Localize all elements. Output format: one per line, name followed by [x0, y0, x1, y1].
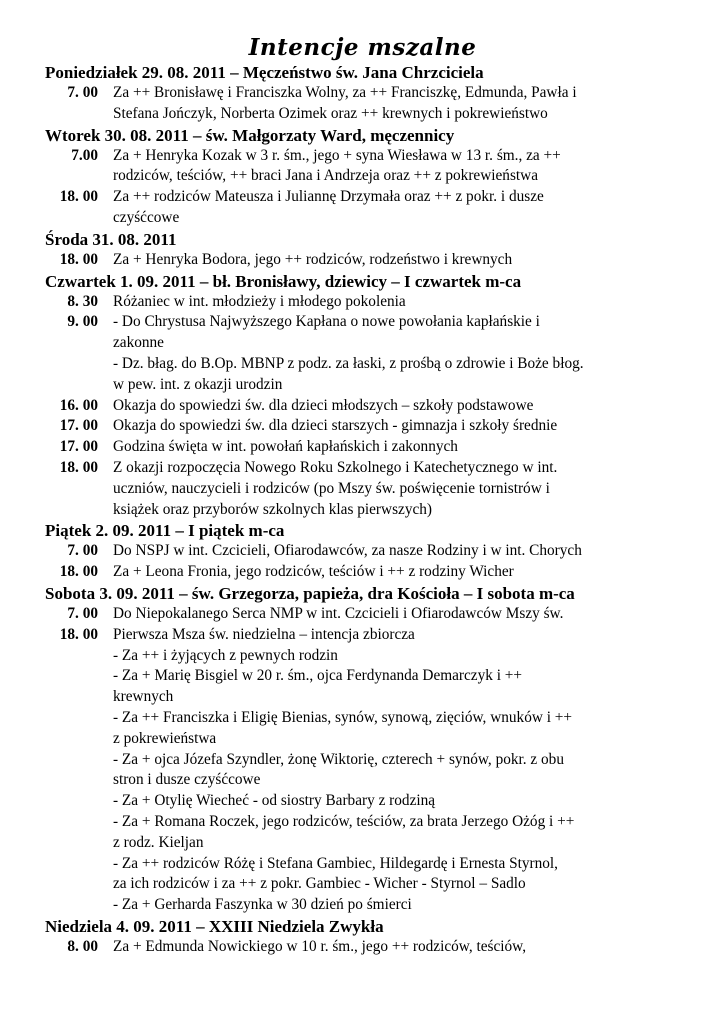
- intention-line: - Za + Marię Bisgiel w 20 r. śm., ojca Ferdynanda Demarczyk i ++: [113, 667, 523, 685]
- intention-entry: [0, 83, 725, 125]
- day-heading: Piątek 2. 09. 2011 – I piątek m-ca: [45, 521, 285, 541]
- intention-line: Różaniec w int. młodzieży i młodego pokolenia: [113, 292, 406, 310]
- intention-line: Do Niepokalanego Serca NMP w int. Czcicieli i Ofiarodawców Mszy św.: [113, 604, 564, 622]
- day-heading: Niedziela 4. 09. 2011 – XXIII Niedziela Zwykła: [45, 916, 384, 936]
- day-heading: Sobota 3. 09. 2011 – św. Grzegorza, papieża, dra Kościoła – I sobota m-ca: [45, 583, 575, 603]
- mass-time: 8. 30: [67, 292, 98, 310]
- intention-entry: [0, 416, 725, 437]
- intention-line: rodziców, teściów, ++ braci Jana i Andrzeja oraz ++ z pokrewieństwa: [113, 167, 538, 185]
- intention-line: - Za ++ rodziców Różę i Stefana Gambiec, Hildegardę i Ernesta Styrnol,: [113, 854, 558, 872]
- day-heading: Środa 31. 08. 2011: [45, 229, 177, 249]
- intention-line: z pokrewieństwa: [113, 729, 217, 747]
- intention-line: Za + Henryka Bodora, jego ++ rodziców, rodzeństwo i krewnych: [113, 250, 513, 268]
- intention-line: Okazja do spowiedzi św. dla dzieci młodszych – szkoły podstawowe: [113, 396, 534, 414]
- mass-time: 17. 00: [59, 438, 98, 456]
- page-title: Intencje mszalne: [248, 34, 477, 61]
- mass-time: 18. 00: [59, 250, 98, 268]
- intention-text: [113, 604, 678, 625]
- intention-line: Stefana Jończyk, Norberta Ozimek oraz ++ krewnych i pokrewieństwo: [113, 104, 548, 122]
- intention-line: Pierwsza Msza św. niedzielna – intencja zbiorcza: [113, 625, 415, 643]
- intention-line: Okazja do spowiedzi św. dla dzieci starszych - gimnazja i szkoły średnie: [113, 417, 558, 435]
- mass-time: 18. 00: [59, 188, 98, 206]
- intention-entry: [0, 937, 725, 958]
- intention-line: za ich rodziców i za ++ z pokr. Gambiec - Wicher - Styrnol – Sadlo: [113, 875, 526, 893]
- intention-line: Za + Henryka Kozak w 3 r. śm., jego + syna Wiesława w 13 r. śm., za ++: [113, 146, 561, 164]
- mass-time: 17. 00: [59, 417, 98, 435]
- mass-time: 7.00: [71, 146, 98, 164]
- intention-line: - Za ++ i żyjących z pewnych rodzin: [113, 646, 338, 664]
- day-heading: Wtorek 30. 08. 2011 – św. Małgorzaty Ward, męczennicy: [45, 125, 455, 145]
- mass-time: 7. 00: [67, 604, 98, 622]
- intention-line: - Dz. błag. do B.Op. MBNP z podz. za łaski, z prośbą o zdrowie i Boże błog.: [113, 354, 584, 372]
- intention-entry: [0, 458, 725, 520]
- intention-text: [113, 146, 678, 188]
- intention-entry: [0, 312, 725, 395]
- intention-text: [113, 292, 678, 313]
- intention-line: - Do Chrystusa Najwyższego Kapłana o nowe powołania kapłańskie i: [113, 313, 540, 331]
- intention-line: zakonne: [113, 334, 164, 352]
- mass-time: 16. 00: [59, 396, 98, 414]
- intention-line: Za + Leona Fronia, jego rodziców, teściów i ++ z rodziny Wicher: [113, 563, 514, 581]
- intention-line: Godzina święta w int. powołań kapłańskich i zakonnych: [113, 438, 458, 456]
- intention-text: [113, 396, 678, 417]
- intention-text: [113, 937, 678, 958]
- mass-time: 18. 00: [59, 458, 98, 476]
- intention-text: [113, 187, 678, 229]
- intention-line: - Za + ojca Józefa Szyndler, żonę Wiktorię, czterech + synów, pokr. z obu: [113, 750, 564, 768]
- mass-time: 18. 00: [59, 625, 98, 643]
- intention-line: książek oraz przyborów szkolnych klas pierwszych): [113, 500, 432, 518]
- intention-line: Z okazji rozpoczęcia Nowego Roku Szkolnego i Katechetycznego w int.: [113, 458, 558, 476]
- intention-line: Za ++ Bronisławę i Franciszka Wolny, za ++ Franciszkę, Edmunda, Pawła i: [113, 84, 577, 101]
- intention-line: - Za ++ Franciszka i Eligię Bienias, synów, synową, zięciów, wnuków i ++: [113, 708, 573, 726]
- intention-text: [113, 416, 678, 437]
- intention-line: - Za + Gerharda Faszynka w 30 dzień po śmierci: [113, 896, 412, 914]
- intention-entry: [0, 187, 725, 229]
- intention-line: - Za + Otylię Wiecheć - od siostry Barbary z rodziną: [113, 792, 436, 810]
- day-heading: Poniedziałek 29. 08. 2011 – Męczeństwo św. Jana Chrzciciela: [45, 63, 484, 82]
- intention-text: [113, 250, 678, 271]
- intention-entry: [0, 396, 725, 417]
- intention-line: krewnych: [113, 688, 174, 706]
- intention-text: [113, 562, 678, 583]
- intention-line: z rodz. Kieljan: [113, 833, 204, 851]
- intention-line: Za ++ rodziców Mateusza i Juliannę Drzymała oraz ++ z pokr. i dusze: [113, 188, 544, 206]
- intention-entry: [0, 146, 725, 188]
- intention-text: [113, 83, 678, 125]
- intention-entry: [0, 250, 725, 271]
- intention-text: [113, 437, 678, 458]
- intention-line: stron i dusze czyśćcowe: [113, 771, 261, 789]
- mass-time: 7. 00: [67, 84, 98, 101]
- intention-text: [113, 541, 678, 562]
- intention-entry: [0, 604, 725, 625]
- intention-entry: [0, 562, 725, 583]
- intention-entry: [0, 437, 725, 458]
- intention-line: Do NSPJ w int. Czcicieli, Ofiarodawców, za nasze Rodziny i w int. Chorych: [113, 542, 582, 560]
- mass-time: 8. 00: [67, 937, 98, 955]
- intention-line: w pew. int. z okazji urodzin: [113, 375, 283, 393]
- intention-line: uczniów, nauczycieli i rodziców (po Mszy św. poświęcenie tornistrów i: [113, 479, 550, 497]
- intention-text: [113, 625, 678, 916]
- mass-time: 9. 00: [67, 313, 98, 331]
- day-heading: Czwartek 1. 09. 2011 – bł. Bronisławy, dziewicy – I czwartek m-ca: [45, 271, 522, 291]
- intention-line: czyśćcowe: [113, 208, 180, 226]
- intentions-list: [0, 62, 725, 958]
- mass-time: 7. 00: [67, 542, 98, 560]
- intention-entry: [0, 541, 725, 562]
- intention-line: - Za + Romana Roczek, jego rodziców, teściów, za brata Jerzego Ożóg i ++: [113, 812, 575, 830]
- intention-text: [113, 312, 678, 395]
- intention-entry: [0, 292, 725, 313]
- intention-entry: [0, 625, 725, 916]
- intention-line: Za + Edmunda Nowickiego w 10 r. śm., jego ++ rodziców, teściów,: [113, 937, 527, 955]
- mass-time: 18. 00: [59, 563, 98, 581]
- intention-text: [113, 458, 678, 520]
